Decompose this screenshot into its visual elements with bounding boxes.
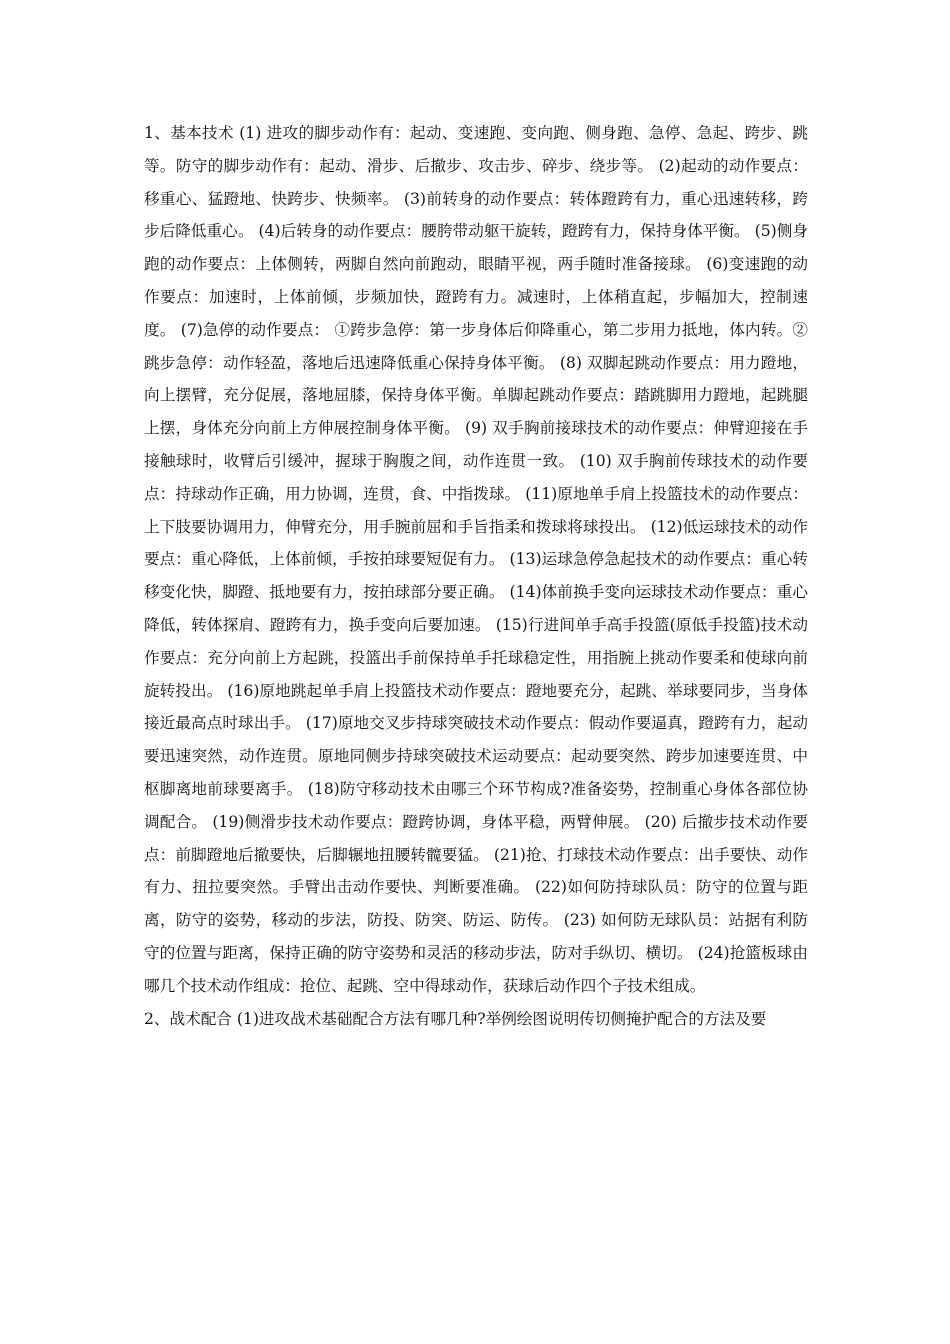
paragraph-basic-techniques: 1、基本技术 (1) 进攻的脚步动作有：起动、变速跑、变向跑、侧身跑、急停、急起、跨步、跳等。防守的脚步动作有：起动、滑步、后撤步、攻击步、碎步、绕步等。 (2)起动的动作要点：移重心、猛蹬地、快跨步、快频率。 (3)前转身的动作要点：转体蹬跨有力，重心迅速转移，跨步后降低重心。 (4)后转身的动作要点：腰胯带动躯干旋转，蹬跨有力，保持身体平衡。 (5)侧身跑的动作要点：上体侧转，两脚自然向前跑动，眼睛平视，两手随时准备接球。 (6)变速跑的动作要点：加速时，上体前倾，步频加快，蹬跨有力。减速时，上体稍直起，步幅加大，控制速度。 (7)急停的动作要点： ①跨步急停：第一步身体后仰降重心，第二步用力抵地，体内转。②跳步急停：动作轻盈，落地后迅速降低重心保持身体平衡。 (8) 双脚起跳动作要点：用力蹬地，向上摆臂，充分促展，落地屈膝，保持身体平衡。单脚起跳动作要点：踏跳脚用力蹬地，起跳腿上摆，身体充分向前上方伸展控制身体平衡。 (9) 双手胸前接球技术的动作要点：伸臂迎接在手接触球时，收臂后引缓冲，握球于胸腹之间，动作连贯一致。 (10) 双手胸前传球技术的动作要点：持球动作正确，用力协调，连贯，食、中指拨球。 (11)原地单手肩上投篮技术的动作要点：上下肢要协调用力，伸臂充分，用手腕前屈和手旨指柔和拨球将球投出。 (12)低运球技术的动作要点：重心降低，上体前倾，手按拍球要短促有力。 (13)运球急停急起技术的动作要点：重心转移变化快，脚蹬、抵地要有力，按拍球部分要正确。 (14)体前换手变向运球技术动作要点：重心降低，转体探肩、蹬跨有力，换手变向后要加速。 (15)行进间单手高手投篮(原低手投篮)技术动作要点：充分向前上方起跳，投篮出手前保持单手托球稳定性，用指腕上挑动作要柔和使球向前旋转投出。 (16)原地跳起单手肩上投篮技术动作要点：蹬地要充分，起跳、举球要同步，当身体接近最高点时球出手。 (17)原地交叉步持球突破技术动作要点：假动作要逼真，蹬跨有力，起动要迅速突然，动作连贯。原地同侧步持球突破技术运动要点：起动要突然、跨步加速要连贯、中枢脚离地前球要离手。 (18)防守移动技术由哪三个环节构成?准备姿势，控制重心身体各部位协调配合。 (19)侧滑步技术动作要点：蹬跨协调，身体平稳，两臂伸展。 (20) 后撤步技术动作要点：前脚蹬地后撤要快，后脚辗地扭腰转髋要猛。 (21)抢、打球技术动作要点：出手要快、动作有力、扭拉要突然。手臂出击动作要快、判断要准确。 (22)如何防持球队员：防守的位置与距离，防守的姿势，移动的步法，防投、防突、防运、防传。 (23) 如何防无球队员：站据有利防守的位置与距离，保持正确的防守姿势和灵活的移动步法，防对手纵切、横切。 (24)抢篮板球由哪几个技术动作组成：抢位、起跳、空中得球动作，获球后动作四个子技术组成。: [144, 124, 808, 995]
paragraph-tactical-coordination: 2、战术配合 (1)进攻战术基础配合方法有哪几种?举例绘图说明传切侧掩护配合的方法及要: [144, 1009, 767, 1028]
document-page: [144, 117, 808, 1035]
